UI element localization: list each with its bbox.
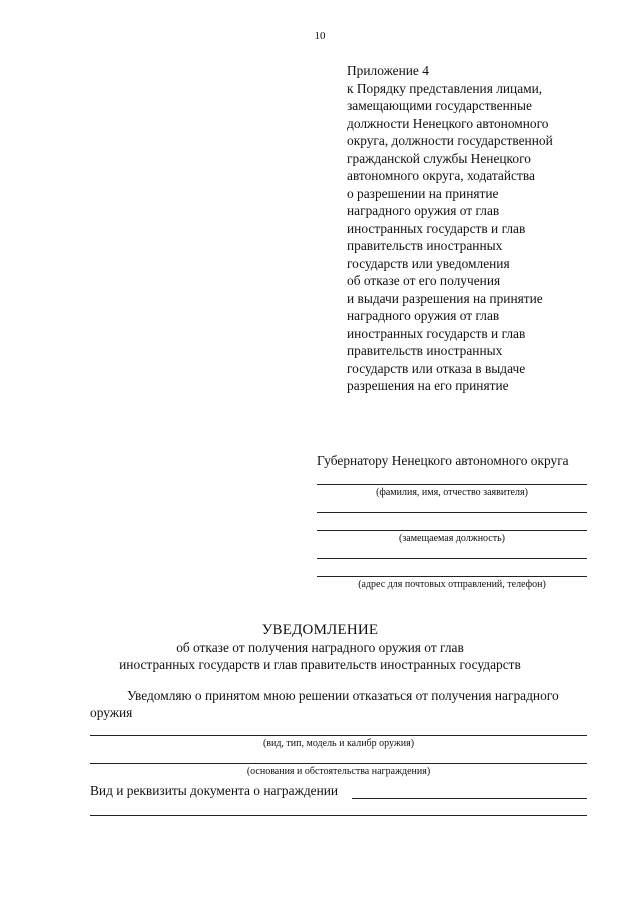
appendix-line: наградного оружия от глав (347, 308, 500, 323)
applicant-extra-field[interactable] (317, 512, 587, 513)
notice-title: УВЕДОМЛЕНИЕ (261, 622, 379, 638)
applicant-name-caption: (фамилия, имя, отчество заявителя) (376, 487, 528, 498)
appendix-line: правительств иностранных (347, 238, 503, 253)
notice-body-line1: Уведомляю о принятом мною решении отказаться от получения наградного (127, 688, 559, 703)
appendix-line: правительств иностранных (347, 343, 503, 358)
appendix-line: округа, должности государственной (347, 133, 553, 148)
appendix-line: государств или отказа в выдаче (347, 360, 526, 376)
appendix-line: гражданской службы Ненецкого (347, 150, 531, 166)
award-document-field[interactable] (352, 798, 587, 799)
appendix-line: иностранных государств и глав (347, 220, 526, 236)
appendix-line: государств или уведомления (347, 255, 510, 271)
appendix-line: замещающими государственные (347, 98, 532, 113)
page-number: 10 (314, 30, 326, 42)
weapon-details-field[interactable] (90, 735, 587, 736)
award-document-label: Вид и реквизиты документа о награждении (90, 783, 339, 798)
notice-subtitle-line1: об отказе от получения наградного оружия от глав (176, 640, 464, 655)
award-grounds-caption: (основания и обстоятельства награждения) (246, 766, 431, 777)
appendix-line: наградного оружия от глав (347, 203, 500, 218)
appendix-line: к Порядку представления лицами, (347, 80, 543, 96)
notice-body-line2: оружия (90, 705, 133, 720)
appendix-line: и выдачи разрешения на принятие (347, 290, 543, 306)
applicant-name-field[interactable] (317, 484, 587, 485)
award-grounds-field[interactable] (90, 763, 587, 764)
appendix-line: должности Ненецкого автономного (347, 115, 549, 131)
appendix-line: об отказе от его получения (347, 273, 501, 288)
notice-subtitle-line2: иностранных государств и глав правительств иностранных государств (119, 657, 521, 672)
position-caption: (замещаемая должность) (398, 533, 505, 544)
appendix-line: Приложение 4 (347, 63, 429, 78)
appendix-line: разрешения на его принятие (347, 378, 509, 393)
position-field[interactable] (317, 530, 587, 531)
address-caption: (адрес для почтовых отправлений, телефон) (358, 579, 546, 590)
appendix-header (347, 62, 607, 395)
appendix-line: иностранных государств и глав (347, 325, 526, 341)
award-document-field-2[interactable] (90, 815, 587, 816)
address-field-1[interactable] (317, 558, 587, 559)
appendix-line: автономного округа, ходатайства (347, 168, 535, 183)
addressee: Губернатору Ненецкого автономного округа (317, 453, 569, 468)
weapon-details-caption: (вид, тип, модель и калибр оружия) (262, 738, 415, 749)
address-field-2[interactable] (317, 576, 587, 577)
appendix-line: о разрешении на принятие (347, 185, 499, 201)
